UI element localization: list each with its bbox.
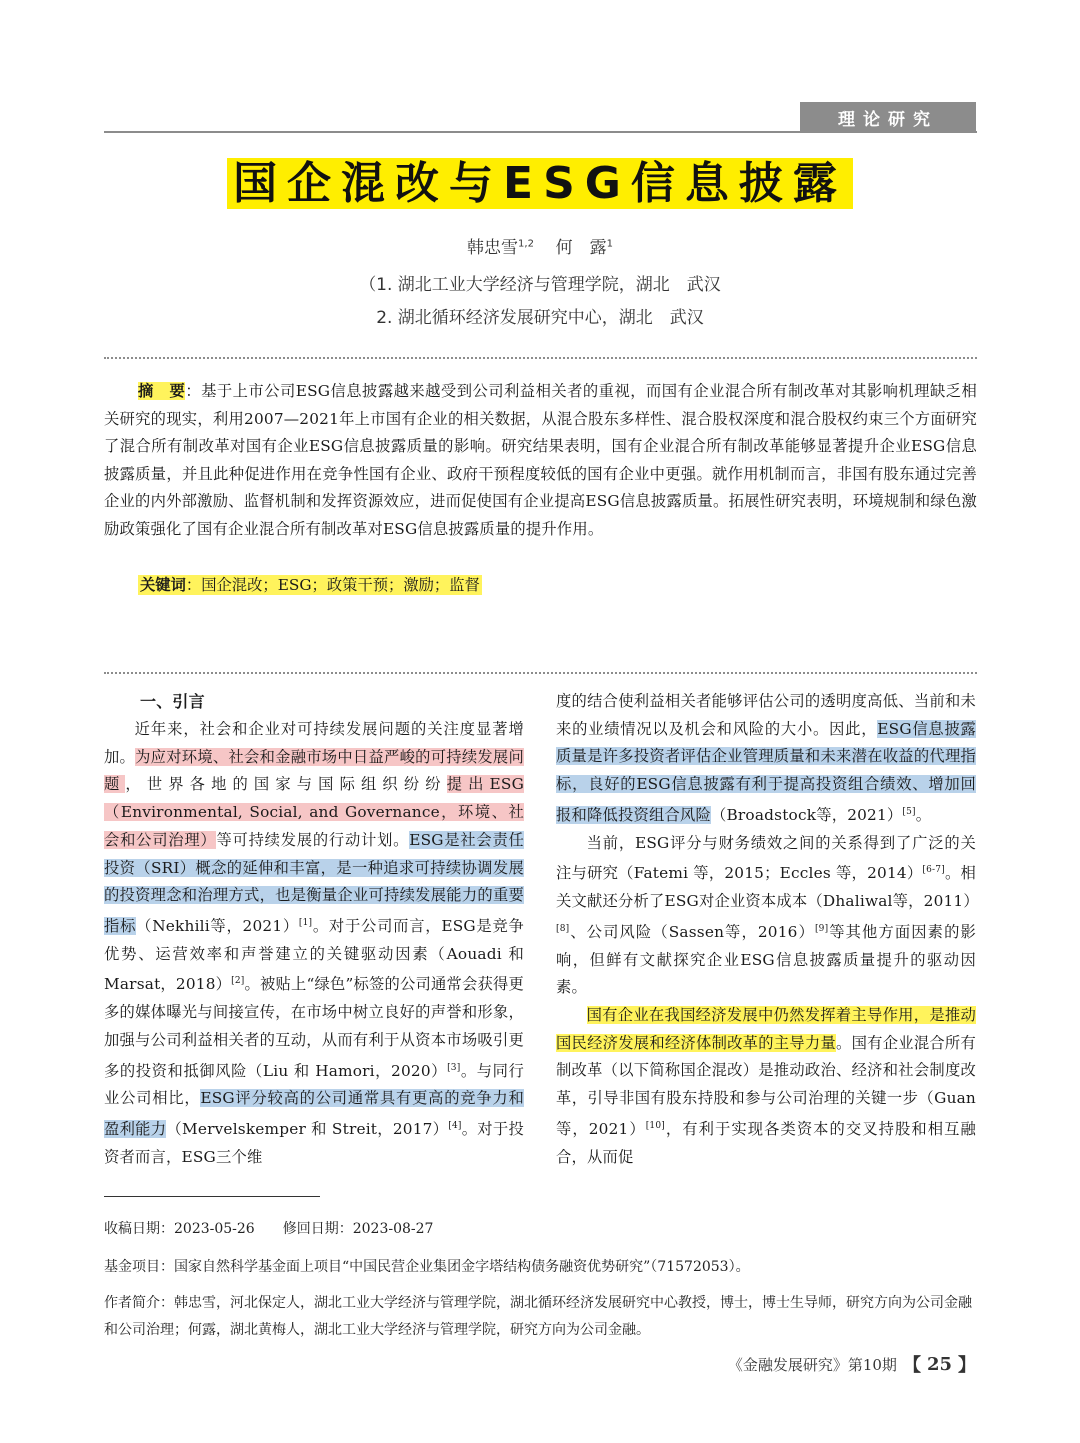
keywords-text: ：国企混改；ESG；政策干预；激励；监督 <box>185 576 480 594</box>
citation: [9] <box>814 923 829 934</box>
text-span: （Mervelskemper 和 Streit，2017） <box>166 1120 449 1139</box>
page-number: 25 <box>926 1353 952 1375</box>
text-span: 、公司风险（Sassen等，2016） <box>569 922 815 941</box>
highlight-pink: 为应对环境、社会和金融市场中日益严峻的可持续发展问题 <box>104 747 524 794</box>
footnote-fund: 基金项目：国家自然科学基金面上项目“中国民营企业集团金字塔结构债务融资优势研究”（71572053）。 <box>104 1259 750 1275</box>
text-span: 等可持续发展的行动计划。 <box>216 830 410 849</box>
text-span: ，有利于实现各类资本的交叉持股和相互融合，从而促 <box>556 1119 976 1166</box>
keywords <box>138 572 482 598</box>
citation: [8] <box>556 923 570 934</box>
text-span: 。被贴上“绿色”标签的公司通常会获得更多的媒体曝光与间接宣传，在市场中树立良好的声誉和形象，加强与公司利益相关者的互动，从而有利于从资本市场吸引更多的投资和抵御风险（Liu 和 Hamori，2020） <box>104 975 524 1080</box>
bracket-open: 【 <box>902 1355 921 1376</box>
author-name: 韩忠雪 <box>467 238 519 258</box>
text-span: 。对于投资者而言，ESG三个维 <box>104 1120 524 1166</box>
author-affiliation-sup: 1 <box>606 238 613 250</box>
text-span: 。对于公司而言，ESG是竞争优势、运营效率和声誉建立的关键驱动因素（Aouadi 和 Marsat，2018） <box>104 917 525 994</box>
paragraph <box>556 830 979 1002</box>
highlight-blue: ESG评分较高的公司通常具有更高的竞争力和盈利能力 <box>104 1089 524 1139</box>
affiliation-2: 2. 湖北循环经济发展研究中心，湖北 武汉 <box>376 308 704 328</box>
footnote-bio: 作者简介：韩忠雪，河北保定人，湖北工业大学经济与管理学院，湖北循环经济发展研究中心教授，博士，博士生导师，研究方向为公司金融和公司治理；何露，湖北黄梅人，湖北工业大学经济与管理学院，研究方向为公司金融。 <box>104 1295 972 1338</box>
author-name: 何 露 <box>555 238 607 258</box>
text-span: 。与同行业公司相比， <box>104 1061 524 1108</box>
dotted-divider <box>104 672 977 674</box>
text-span: 近年来，社会和企业对可持续发展问题的关注度显著增加。 <box>104 720 524 766</box>
dotted-divider <box>104 357 977 359</box>
page-footer <box>728 1351 976 1377</box>
citation: [10] <box>645 1120 665 1131</box>
abstract <box>104 378 977 544</box>
journal-name: 《金融发展研究》第10期 <box>727 1355 897 1374</box>
citation: [4] <box>448 1121 462 1132</box>
highlight-blue: ESG是社会责任投资（SRI）概念的延伸和丰富，是一种追求可持续协调发展的投资理念和治理方式，也是衡量企业可持续发展能力的重要指标 <box>104 830 525 936</box>
text-span: 。相关文献还分析了ESG对企业资本成本（Dhaliwal等，2011） <box>556 864 979 911</box>
header-rule <box>104 131 977 133</box>
text-span: （Nekhili等，2021） <box>136 917 299 936</box>
affiliation-1: （1. 湖北工业大学经济与管理学院，湖北 武汉 <box>359 275 721 295</box>
article-title <box>0 158 1080 210</box>
section-heading: 一、引言 <box>140 692 205 711</box>
abstract-text: ：基于上市公司ESG信息披露越来越受到公司利益相关者的重视，而国有企业混合所有制改革对其影响机理缺乏相关研究的现实，利用2007—2021年上市国有企业的相关数据，从混合股东多样性、混合股权深度和混合股权约束三个方面研究了混合所有制改革对国有企业ESG信息披露质量的影响。研究结果表明，国有企业混合所有制改革能够显著提升企业ESG信息披露质量，并且此种促进作用在竞争性国有企业、政府干预程度较低的国有企业中更强。就作用机制而言，非国有股东通过完善企业的内外部激励、监督机制和发挥资源效应，进而促使国有企业提高ESG信息披露质量。拓展性研究表明，环境规制和绿色激励政策强化了国有企业混合所有制改革对ESG信息披露质量的提升作用。 <box>104 382 977 538</box>
citation: [1] <box>298 917 313 928</box>
author-line <box>0 233 1080 258</box>
author-affiliation-sup: 1,2 <box>518 238 534 250</box>
highlight-yellow: 国有企业在我国经济发展中仍然发挥着主导作用，是推动国民经济发展和经济体制改革的主导力量 <box>556 1006 976 1052</box>
body-column-right <box>556 688 979 1171</box>
text-span: ，世界各地的国家与国际组织纷纷 <box>125 775 447 794</box>
paragraph <box>556 1002 976 1171</box>
citation: [6-7] <box>922 865 945 876</box>
abstract-label: 摘 要 <box>138 382 186 400</box>
bracket-close: 】 <box>958 1355 976 1376</box>
text-span: 当前，ESG评分与财务绩效之间的关系得到了广泛的关注与研究（Fatemi 等，2015；Eccles 等，2014） <box>556 833 976 883</box>
highlight-blue: ESG信息披露质量是许多投资者评估企业管理质量和未来潜在收益的代理指标，良好的ESG信息披露有利于提高投资组合绩效、增加回报和降低投资组合风险 <box>556 719 976 824</box>
text-span: 等其他方面因素的影响，但鲜有文献探究企业ESG信息披露质量提升的驱动因素。 <box>556 922 976 997</box>
text-span: （Broadstock等，2021） <box>710 805 903 824</box>
text-span: 。国有企业混合所有制改革（以下简称国企混改）是推动政治、经济和社会制度改革，引导非国有股东持股和参与公司治理的关键一步（Guan等，2021） <box>556 1033 976 1138</box>
body-column-left <box>104 688 524 1172</box>
article-title-text: 国企混改与ESG信息披露 <box>227 158 853 209</box>
citation: [5] <box>902 806 916 817</box>
text-span: 。 <box>915 805 932 824</box>
keywords-label: 关键词 <box>140 576 186 594</box>
section-tag: 理论研究 <box>800 102 976 132</box>
footnote-dates: 收稿日期：2023-05-26 修回日期：2023-08-27 <box>104 1221 434 1237</box>
footnote-rule <box>104 1196 320 1197</box>
text-span: 度的结合使利益相关者能够评估公司的透明度高低、当前和未来的业绩情况以及机会和风险的大小。因此， <box>556 692 976 738</box>
paragraph <box>104 716 524 1172</box>
paragraph <box>556 688 976 830</box>
citation: [3] <box>447 1062 461 1073</box>
citation: [2] <box>231 976 245 987</box>
highlight-pink: 提出ESG（Environmental, Social, and Governance，环境、社会和公司治理） <box>104 775 524 849</box>
